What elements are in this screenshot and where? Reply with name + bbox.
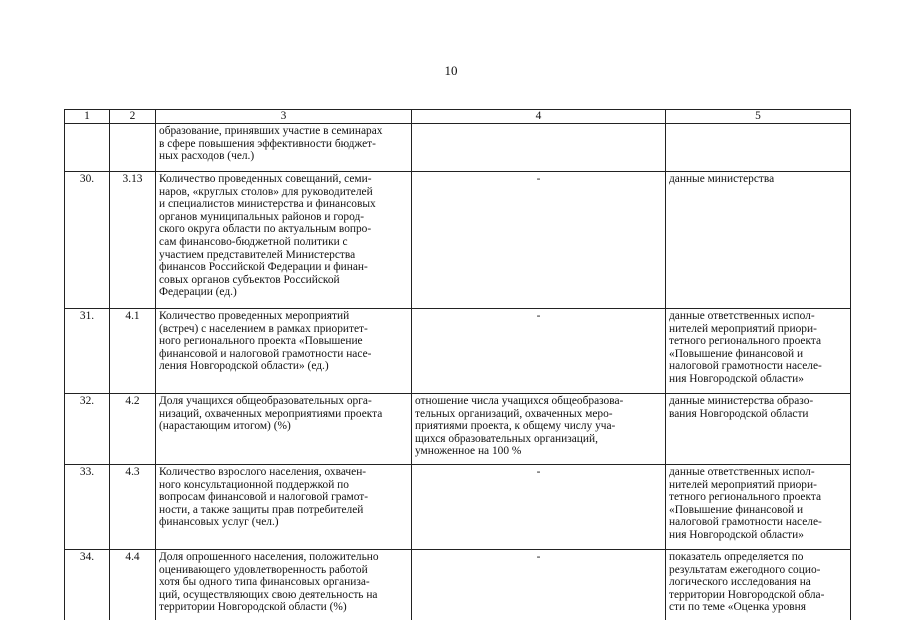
- data-source: данные ответственных испол- нителей мероприятий приори- тетного регионального проекта «Повышение финансовой и налоговой грамотности населе- ния Новгородской области»: [666, 309, 851, 394]
- data-source: данные министерства образо- вания Новгородской области: [666, 394, 851, 465]
- table-row: [65, 124, 851, 172]
- row-code: 4.4: [110, 550, 156, 620]
- table-header-row: [65, 110, 851, 124]
- row-number: [65, 124, 110, 172]
- row-number: 33.: [65, 465, 110, 550]
- table-row: [65, 394, 851, 465]
- column-header: 1: [65, 110, 110, 124]
- calculation-method: [412, 124, 666, 172]
- indicator-name: Доля опрошенного населения, положительно оценивающего удовлетворенность работой хотя бы одного типа финансовых организа- ций, осуществляющих свою деятельность на территории Новгородской области (%): [156, 550, 412, 620]
- column-header: 2: [110, 110, 156, 124]
- column-header: 5: [666, 110, 851, 124]
- row-code: 4.1: [110, 309, 156, 394]
- data-source: данные министерства: [666, 172, 851, 309]
- calculation-method: -: [412, 550, 666, 620]
- calculation-method: отношение числа учащихся общеобразова- тельных организаций, охваченных меро- приятиями проекта, к общему числу уча- щихся образовательных организаций, умноженное на 100 %: [412, 394, 666, 465]
- data-source: показатель определяется по результатам ежегодного социо- логического исследования на территории Новгородской обла- сти по теме «Оценка уровня: [666, 550, 851, 620]
- row-number: 34.: [65, 550, 110, 620]
- table-row: [65, 550, 851, 620]
- table-row: [65, 465, 851, 550]
- row-number: 30.: [65, 172, 110, 309]
- calculation-method: -: [412, 465, 666, 550]
- indicator-name: Количество взрослого населения, охвачен- ного консультационной поддержкой по вопросам финансовой и налоговой грамот- ности, а также защиты прав потребителей финансовых услуг (чел.): [156, 465, 412, 550]
- data-source: данные ответственных испол- нителей мероприятий приори- тетного регионального проекта «Повышение финансовой и налоговой грамотности населе- ния Новгородской области»: [666, 465, 851, 550]
- row-code: 4.3: [110, 465, 156, 550]
- page-number: 10: [444, 63, 458, 78]
- indicator-name: Количество проведенных совещаний, семи- наров, «круглых столов» для руководителей и специалистов министерства и финансовых органов муниципальных районов и город- ского округа области по актуальным вопро- сам финансово-бюджетной политики с участием представителей Министерства финансов Российской Федерации и финан- совых органов субъектов Российской Федерации (ед.): [156, 172, 412, 309]
- row-number: 31.: [65, 309, 110, 394]
- column-header: 3: [156, 110, 412, 124]
- row-number: 32.: [65, 394, 110, 465]
- calculation-method: -: [412, 309, 666, 394]
- indicator-name: образование, принявших участие в семинарах в сфере повышения эффективности бюджет- ных расходов (чел.): [156, 124, 412, 172]
- row-code: [110, 124, 156, 172]
- data-source: [666, 124, 851, 172]
- table-row: [65, 309, 851, 394]
- column-header: 4: [412, 110, 666, 124]
- indicator-name: Доля учащихся общеобразовательных орга- низаций, охваченных мероприятиями проекта (нарастающим итогом) (%): [156, 394, 412, 465]
- table-row: [65, 172, 851, 309]
- row-code: 4.2: [110, 394, 156, 465]
- calculation-method: -: [412, 172, 666, 309]
- indicators-table: [64, 109, 851, 620]
- row-code: 3.13: [110, 172, 156, 309]
- indicator-name: Количество проведенных мероприятий (встреч) с населением в рамках приоритет- ного регионального проекта «Повышение финансовой и налоговой грамотности насе- ления Новгородской области» (ед.): [156, 309, 412, 394]
